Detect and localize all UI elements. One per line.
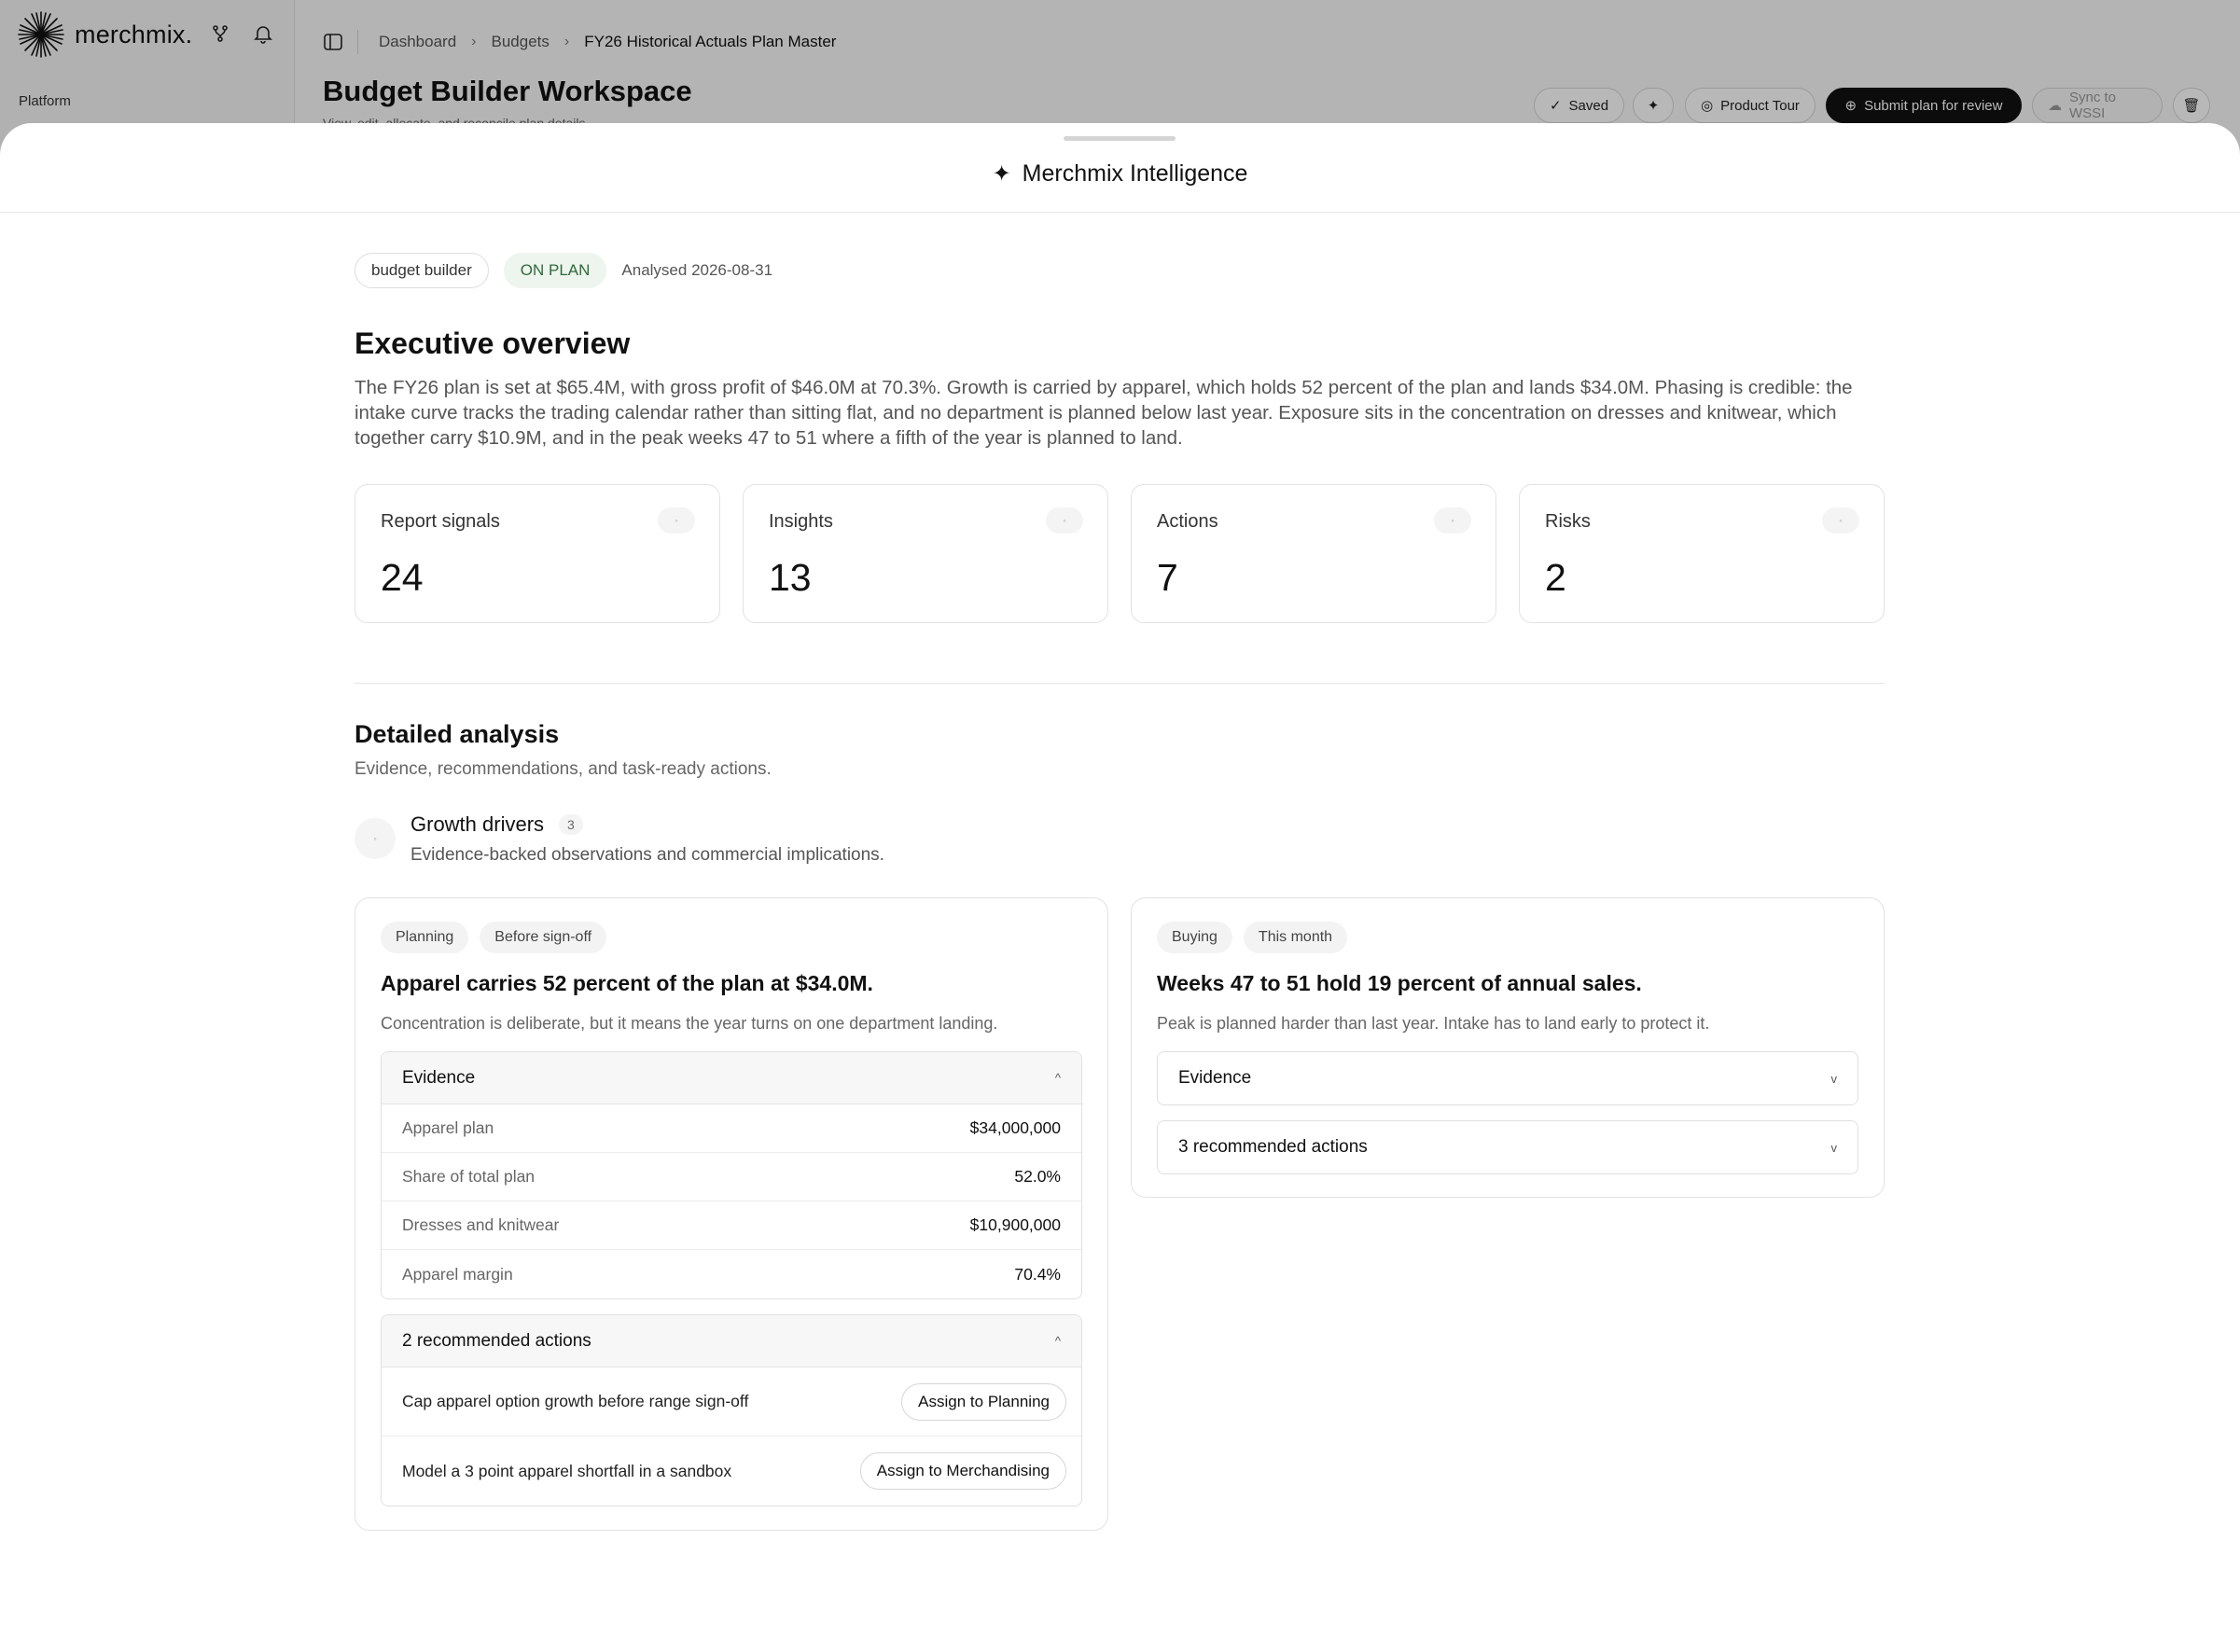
stat-label: Insights <box>769 511 833 532</box>
submit-label: Submit plan for review <box>1864 97 2003 114</box>
tag: Before sign-off <box>480 922 606 953</box>
stat-card-actions[interactable] <box>1131 484 1496 623</box>
check-icon: ✓ <box>1549 98 1562 114</box>
card-title: Apparel carries 52 percent of the plan at $34.0M. <box>381 971 873 995</box>
group-icon: ◦ <box>355 818 396 859</box>
sparkle-icon: ✦ <box>1647 98 1660 114</box>
compass-icon: ◎ <box>1701 98 1714 114</box>
action-row <box>382 1367 1081 1437</box>
section-divider <box>355 683 1885 684</box>
accordion-label: Evidence <box>1178 1068 1252 1088</box>
breadcrumb-budgets[interactable]: Budgets <box>491 33 550 50</box>
group-title: Growth drivers <box>410 812 545 836</box>
evidence-value: $10,900,000 <box>969 1215 1061 1234</box>
detail-heading: Detailed analysis <box>355 720 560 748</box>
actions-accordion <box>1157 1120 1858 1174</box>
card-title: Weeks 47 to 51 hold 19 percent of annual sales. <box>1157 971 1642 995</box>
tag: This month <box>1244 922 1347 953</box>
stat-value: 7 <box>1157 556 1178 599</box>
evidence-accordion-header[interactable] <box>382 1052 1081 1104</box>
tag: Buying <box>1157 922 1232 953</box>
evidence-row <box>382 1104 1081 1153</box>
insight-card <box>355 897 1108 1531</box>
evidence-key: Share of total plan <box>402 1167 536 1186</box>
evidence-accordion <box>381 1051 1082 1299</box>
chevron-down-icon: v <box>1830 1140 1837 1155</box>
sheet-header <box>0 123 2240 213</box>
chevron-up-icon: ^ <box>1054 1334 1061 1348</box>
evidence-key: Dresses and knitwear <box>402 1215 560 1234</box>
group-subtitle: Evidence-backed observations and commercial implications. <box>410 845 884 865</box>
detail-subtitle: Evidence, recommendations, and task-ready actions. <box>355 759 772 779</box>
evidence-value: 70.4% <box>1014 1264 1061 1284</box>
upload-icon: ⊕ <box>1844 98 1857 114</box>
assign-planning-button[interactable]: Assign to Planning <box>901 1383 1066 1421</box>
evidence-key: Apparel margin <box>402 1264 513 1284</box>
actions-accordion-header[interactable] <box>382 1315 1081 1367</box>
cloud-icon: ☁ <box>2048 98 2062 114</box>
stat-card-insights[interactable] <box>743 484 1108 623</box>
evidence-accordion-header[interactable] <box>1158 1052 1857 1104</box>
sparkle-icon: ✦ <box>992 161 1011 187</box>
group-header <box>410 812 583 837</box>
accordion-label: 2 recommended actions <box>402 1330 591 1351</box>
action-row <box>382 1437 1081 1506</box>
breadcrumb-dashboard[interactable]: Dashboard <box>379 33 457 50</box>
brand-name: merchmix. <box>75 20 193 49</box>
sync-label: Sync to WSSI <box>2069 90 2117 121</box>
evidence-value: $34,000,000 <box>969 1118 1061 1137</box>
evidence-row <box>382 1250 1081 1298</box>
stat-label: Actions <box>1157 511 1218 532</box>
accordion-label: Evidence <box>402 1067 476 1088</box>
info-icon: ◦ <box>658 507 695 534</box>
card-tags <box>381 922 606 953</box>
actions-accordion <box>381 1314 1082 1506</box>
action-text: Model a 3 point apparel shortfall in a sandbox <box>402 1461 732 1480</box>
evidence-key: Apparel plan <box>402 1118 494 1137</box>
meta-chips <box>355 253 772 288</box>
breadcrumb-current: FY26 Historical Actuals Plan Master <box>584 33 837 50</box>
page-title: Budget Builder Workspace <box>323 75 692 107</box>
stat-card-risks[interactable] <box>1519 484 1885 623</box>
stat-value: 24 <box>381 556 424 599</box>
status-badge: ON PLAN <box>504 253 607 288</box>
chevron-right-icon: › <box>471 34 477 49</box>
card-tags <box>1157 922 1347 953</box>
context-chip: budget builder <box>355 253 489 288</box>
chevron-down-icon: v <box>1830 1071 1837 1086</box>
executive-heading: Executive overview <box>355 326 631 360</box>
stat-label: Risks <box>1545 511 1591 532</box>
executive-body: The FY26 plan is set at $65.4M, with gross profit of $46.0M at 70.3%. Growth is carried by apparel, which holds 52 percent of the plan and lands $34.0M. Phasing is credible: the intake curve tracks the trading calendar rather than sitting flat, and no department is planned below last year. Exposure sits in the concentration on dresses and knitwear, which together carry $10.9M, and in the peak weeks 47 to 51 where a fifth of the year is planned to land. <box>355 377 1853 449</box>
evidence-accordion <box>1157 1051 1858 1105</box>
chevron-right-icon: › <box>563 34 570 49</box>
evidence-row <box>382 1201 1081 1250</box>
action-text: Cap apparel option growth before range sign-off <box>402 1392 749 1410</box>
sheet-title: Merchmix Intelligence <box>1022 160 1248 187</box>
info-icon: ◦ <box>1434 507 1471 534</box>
stat-value: 13 <box>769 556 812 599</box>
evidence-row <box>382 1153 1081 1201</box>
group-count-badge: 3 <box>559 814 583 835</box>
stat-label: Report signals <box>381 511 500 532</box>
evidence-value: 52.0% <box>1014 1167 1061 1186</box>
stat-card-report-signals[interactable] <box>355 484 720 623</box>
chevron-up-icon: ^ <box>1054 1071 1061 1085</box>
trash-icon: 🗑 <box>2182 98 2201 114</box>
accordion-label: 3 recommended actions <box>1178 1137 1368 1157</box>
intelligence-sheet <box>0 123 2240 1652</box>
info-icon: ◦ <box>1822 507 1859 534</box>
card-description: Concentration is deliberate, but it means the year turns on one department landing. <box>381 1014 998 1033</box>
insight-card <box>1131 897 1885 1198</box>
stat-value: 2 <box>1545 556 1566 599</box>
tag: Planning <box>381 922 468 953</box>
card-description: Peak is planned harder than last year. Intake has to land early to protect it. <box>1157 1014 1710 1033</box>
analysed-date: Analysed 2026-08-31 <box>621 261 773 279</box>
sidebar-section-label: Platform <box>19 93 71 109</box>
info-icon: ◦ <box>1046 507 1083 534</box>
product-tour-label: Product Tour <box>1720 97 1800 114</box>
assign-merchandising-button[interactable]: Assign to Merchandising <box>860 1452 1066 1490</box>
actions-accordion-header[interactable] <box>1158 1121 1857 1173</box>
saved-label: Saved <box>1568 97 1609 114</box>
